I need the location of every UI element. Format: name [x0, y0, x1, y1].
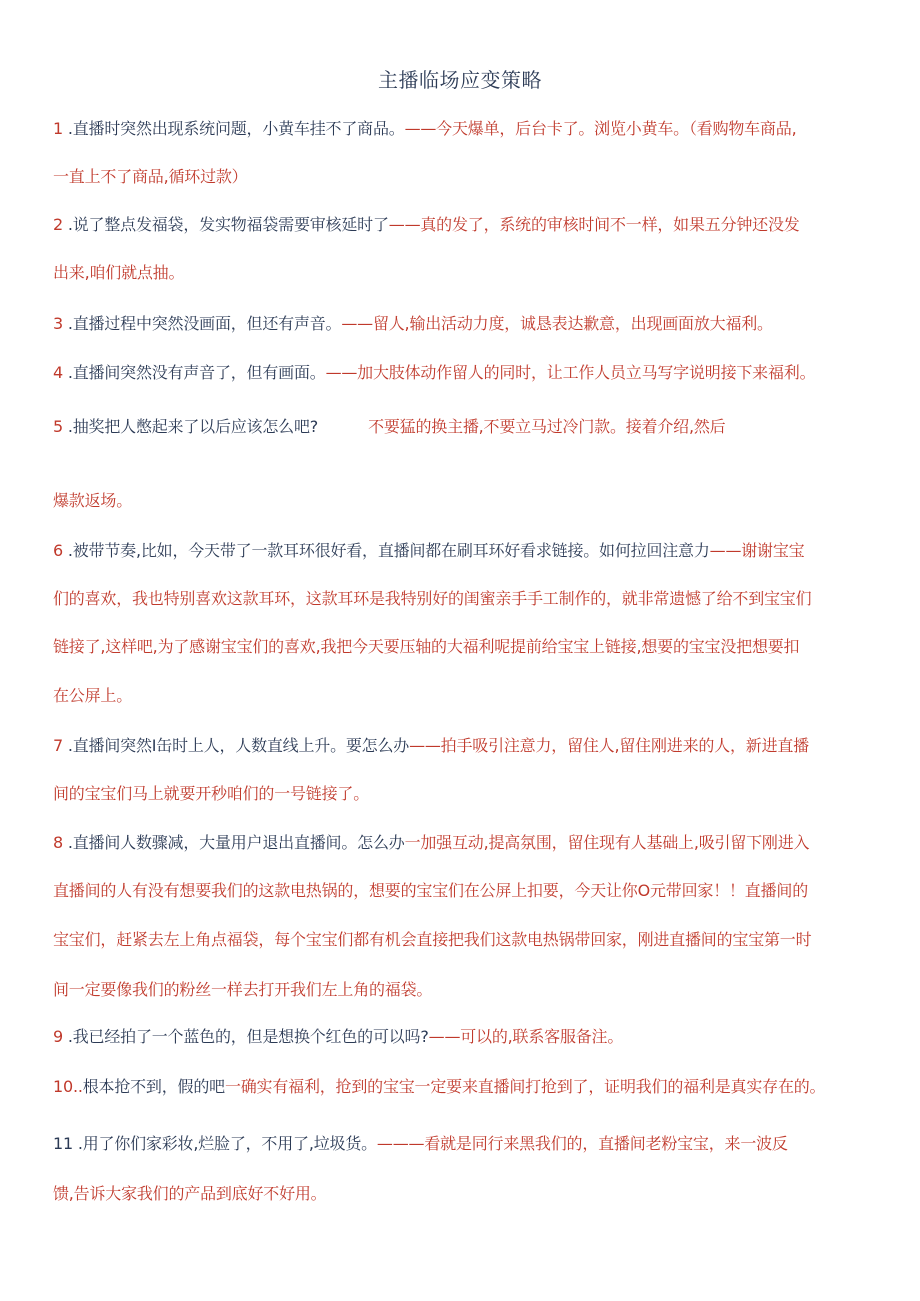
- item-answer: ———看就是同行来黑我们的，直播间老粉宝宝，来一波反: [376, 1134, 788, 1153]
- item-7-continuation: 间的宝宝们马上就要开秒咱们的一号链接了。: [53, 784, 370, 803]
- item-question: .被带节奏,比如，今天带了一款耳环很好看，直播间都在刷耳环好看求链接。如何拉回注意力: [62, 541, 710, 560]
- item-9: [53, 1026, 893, 1048]
- item-2-continuation: 出来,咱们就点抽。: [53, 263, 185, 282]
- item-answer: ——真的发了，系统的审核时间不一样，如果五分钟还没发: [388, 215, 800, 234]
- item-answer: ——谢谢宝宝: [709, 541, 805, 560]
- item-11-continuation: 馈,告诉大家我们的产品到底好不好用。: [53, 1184, 327, 1203]
- item-question: .直播间突然I缶时上人，人数直线上升。要怎么办: [62, 736, 410, 755]
- item-answer: 一加强互动,提高氛围，留住现有人基础上,吸引留下刚进入: [404, 833, 810, 852]
- item-answer: 一确实有福利，抢到的宝宝一定要来直播间打抢到了，证明我们的福利是真实存在的。: [224, 1077, 826, 1096]
- item-answer: ——留人,输出活动力度，诚恳表达歉意，出现画面放大福利。: [341, 314, 773, 333]
- item-6: [53, 540, 893, 562]
- item-3: [53, 313, 893, 335]
- item-question: .直播时突然出现系统问题，小黄车挂不了商品。: [62, 119, 405, 138]
- item-8-continuation: 宝宝们，赶紧去左上角点福袋，每个宝宝们都有机会直接把我们这款电热锅带回家，刚进直播间的宝宝第一时: [53, 930, 812, 949]
- item-question: .直播间人数骤减，大量用户退出直播间。怎么办: [62, 833, 405, 852]
- item-8-continuation: 直播间的人有没有想要我们的这款电热锅的，想要的宝宝们在公屏上扣要，今天让你O元带回家！！直播间的: [53, 881, 808, 900]
- item-6-continuation: 们的喜欢，我也特别喜欢这款耳环，这款耳环是我特别好的闺蜜亲手手工制作的，就非常遗憾了给不到宝宝们: [53, 589, 812, 608]
- item-number: 11: [53, 1134, 73, 1153]
- item-7: [53, 735, 893, 757]
- item-5-continuation: 爆款返场。: [53, 491, 133, 510]
- item-answer: ——拍手吸引注意力，留住人,留住刚进来的人，新进直播: [409, 736, 809, 755]
- item-11: [53, 1133, 893, 1155]
- item-number: 1: [53, 119, 63, 138]
- item-number: 10..: [53, 1077, 83, 1096]
- item-number: 3: [53, 314, 63, 333]
- item-answer: ——可以的,联系客服备注。: [428, 1027, 624, 1046]
- item-number: 7: [53, 736, 63, 755]
- item-10: [53, 1076, 893, 1098]
- item-4: [53, 362, 893, 384]
- item-question: 根本抢不到，假的吧: [82, 1077, 225, 1096]
- item-answer: 不要猛的换主播,不要立马过冷门款。接着介绍,然后: [368, 417, 726, 436]
- item-question: .我已经拍了一个蓝色的，但是想换个红色的可以吗?: [62, 1027, 429, 1046]
- item-answer: ——加大肢体动作留人的同时，让工作人员立马写字说明接下来福利。: [325, 363, 816, 382]
- page-title: 主播临场应变策略: [378, 68, 542, 92]
- item-6-continuation: 链接了,这样吧,为了感谢宝宝们的喜欢,我把今天要压轴的大福利呢提前给宝宝上链接,想要的宝宝没把想要扣: [53, 637, 800, 656]
- item-number: 6: [53, 541, 63, 560]
- item-5: [53, 416, 893, 438]
- item-number: 9: [53, 1027, 63, 1046]
- item-question: .说了整点发福袋，发实物福袋需要审核延时了: [62, 215, 389, 234]
- item-question: .直播过程中突然没画面，但还有声音。: [62, 314, 342, 333]
- item-8: [53, 832, 893, 854]
- item-answer: ——今天爆单，后台卡了。浏览小黄车。（看购物车商品,: [404, 119, 797, 138]
- item-number: 4: [53, 363, 63, 382]
- item-number: 8: [53, 833, 63, 852]
- item-1-continuation: 一直上不了商品,循环过款）: [53, 167, 248, 186]
- item-question: .用了你们家彩妆,烂脸了，不用了,垃圾货。: [72, 1134, 377, 1153]
- item-number: 5: [53, 417, 63, 436]
- item-2: [53, 214, 893, 236]
- item-question: .抽奖把人憋起来了以后应该怎么吧?: [62, 417, 319, 436]
- item-6-continuation: 在公屏上。: [53, 686, 133, 705]
- item-8-continuation: 间一定要像我们的粉丝一样去打开我们左上角的福袋。: [53, 980, 433, 999]
- item-number: 2: [53, 215, 63, 234]
- item-1: [53, 118, 893, 140]
- item-question: .直播间突然没有声音了，但有画面。: [62, 363, 326, 382]
